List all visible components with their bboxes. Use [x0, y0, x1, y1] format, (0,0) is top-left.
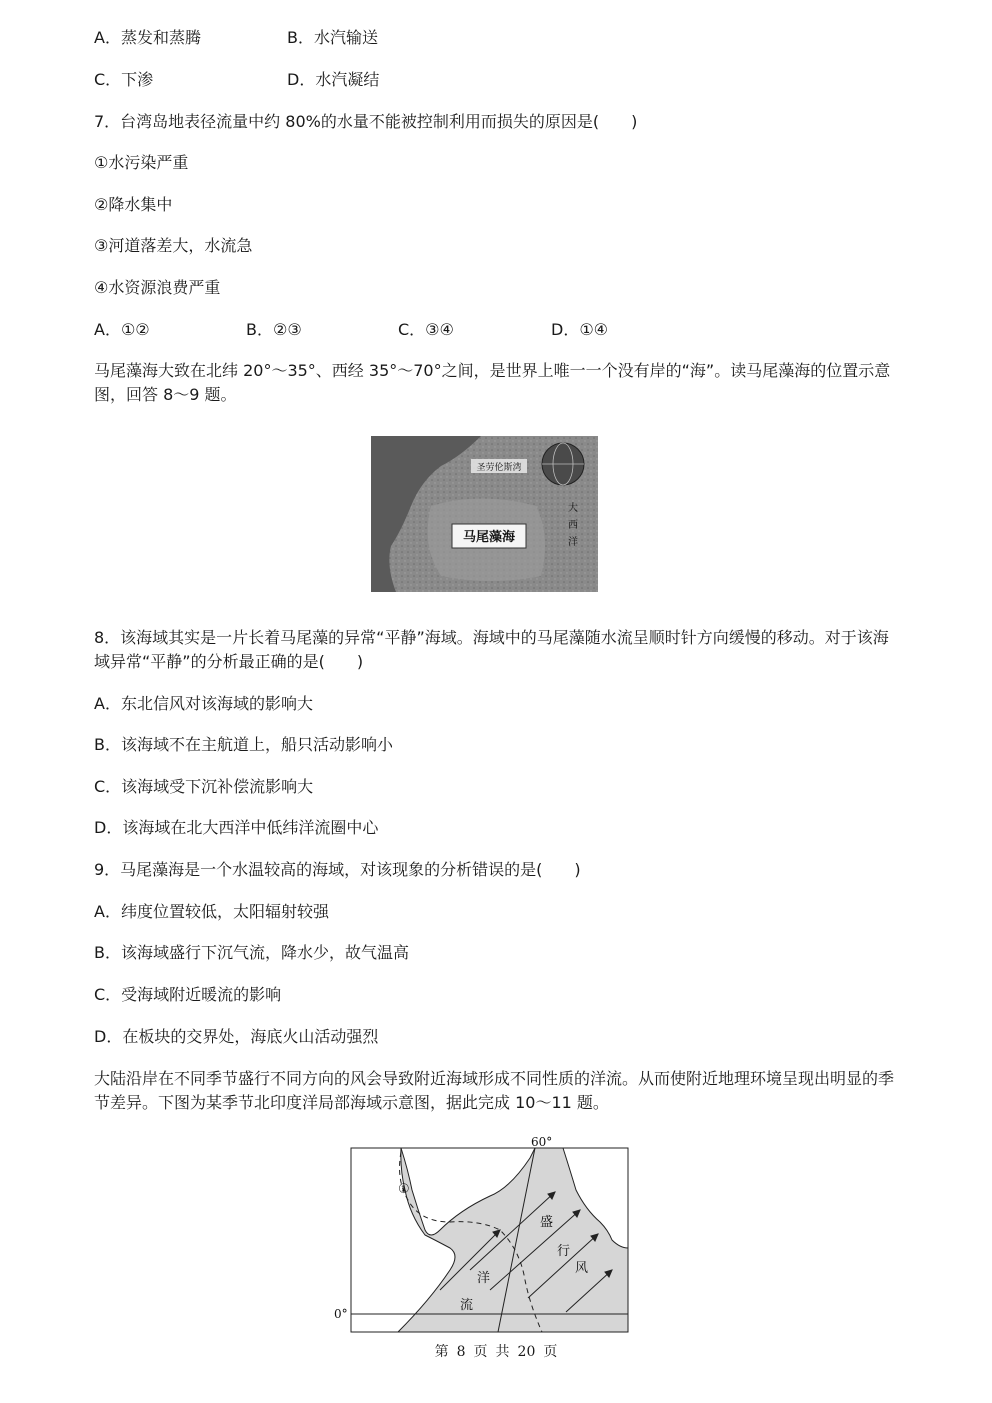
footer-page-number: 8 [456, 1344, 466, 1360]
footer-pre: 第 [434, 1344, 449, 1360]
q8-option-c: C．该海域受下沉补偿流影响大 [94, 777, 314, 796]
q7-option-c: C．③④ [398, 320, 454, 339]
label-ocean-char-2: 西 [568, 520, 578, 531]
q9-option-d: D．在板块的交界处，海底火山活动强烈 [94, 1027, 379, 1046]
label-st-lawrence-gulf: 圣劳伦斯湾 [476, 463, 522, 473]
label-longitude-60: 60° [531, 1135, 553, 1149]
footer-total-word: 共 [495, 1344, 510, 1360]
q8-option-a: A．东北信风对该海域的影响大 [94, 694, 313, 713]
q6-option-a: A．蒸发和蒸腾 [94, 28, 201, 47]
q7-stem: 7．台湾岛地表径流量中约 80%的水量不能被控制利用而损失的原因是( ) [94, 112, 638, 131]
label-latitude-0: 0° [334, 1307, 348, 1321]
label-wind-char-1: 盛 [540, 1215, 554, 1230]
footer-total-pages: 20 [517, 1344, 536, 1360]
label-ocean-char-3: 洋 [568, 537, 578, 548]
q9-stem: 9．马尾藻海是一个水温较高的海域，对该现象的分析错误的是( ) [94, 860, 581, 879]
label-sargasso-sea: 马尾藻海 [462, 530, 516, 545]
label-wind-char-2: 行 [557, 1244, 571, 1259]
q8-option-d: D．该海域在北大西洋中低纬洋流圈中心 [94, 818, 379, 837]
q9-option-a: A．纬度位置较低，太阳辐射较强 [94, 902, 329, 921]
q8-stem: 8．该海域其实是一片长着马尾藻的异常“平静”海域。海域中的马尾藻随水流呈顺时针方向缓慢的移动。对于该海域异常“平静”的分析最正确的是( ) [94, 628, 889, 671]
q7-option-b: B．②③ [246, 320, 302, 339]
intro-sargasso: 马尾藻海大致在北纬 20°～35°、西经 35°～70°之间，是世界上唯一一个没有岸的“海”。读马尾藻海的位置示意图，回答 8～9 题。 [94, 361, 891, 404]
sargasso-map [371, 436, 598, 592]
q6-option-d: D．水汽凝结 [287, 70, 380, 89]
q7-option-d: D．①④ [551, 320, 609, 339]
q7-option-a: A．①② [94, 320, 150, 339]
q7-item-2: ②降水集中 [94, 195, 173, 214]
q6-option-b: B．水汽输送 [287, 28, 378, 47]
q7-item-4: ④水资源浪费严重 [94, 278, 221, 297]
footer-page-word: 页 [473, 1344, 488, 1360]
q9-option-b: B．该海域盛行下沉气流，降水少，故气温高 [94, 943, 409, 962]
q7-item-1: ①水污染严重 [94, 153, 189, 172]
label-wind-char-3: 风 [575, 1261, 589, 1276]
intro-indian-ocean: 大陆沿岸在不同季节盛行不同方向的风会导致附近海域形成不同性质的洋流。从而使附近地理环境呈现出明显的季节差异。下图为某季节北印度洋局部海域示意图，据此完成 10～11 题。 [94, 1069, 895, 1112]
indian-ocean-map [330, 1130, 640, 1335]
page-footer [0, 1342, 992, 1362]
label-current-char-2: 流 [460, 1298, 474, 1313]
q8-option-b: B．该海域不在主航道上，船只活动影响小 [94, 735, 393, 754]
footer-post: 页 [543, 1344, 558, 1360]
q9-option-c: C．受海域附近暖流的影响 [94, 985, 282, 1004]
label-current-char-1: 洋 [477, 1271, 491, 1286]
marker-circled-1: ① [398, 1182, 410, 1197]
q7-item-3: ③河道落差大，水流急 [94, 236, 253, 255]
label-ocean-char-1: 大 [568, 503, 578, 514]
q6-option-c: C．下渗 [94, 70, 154, 89]
